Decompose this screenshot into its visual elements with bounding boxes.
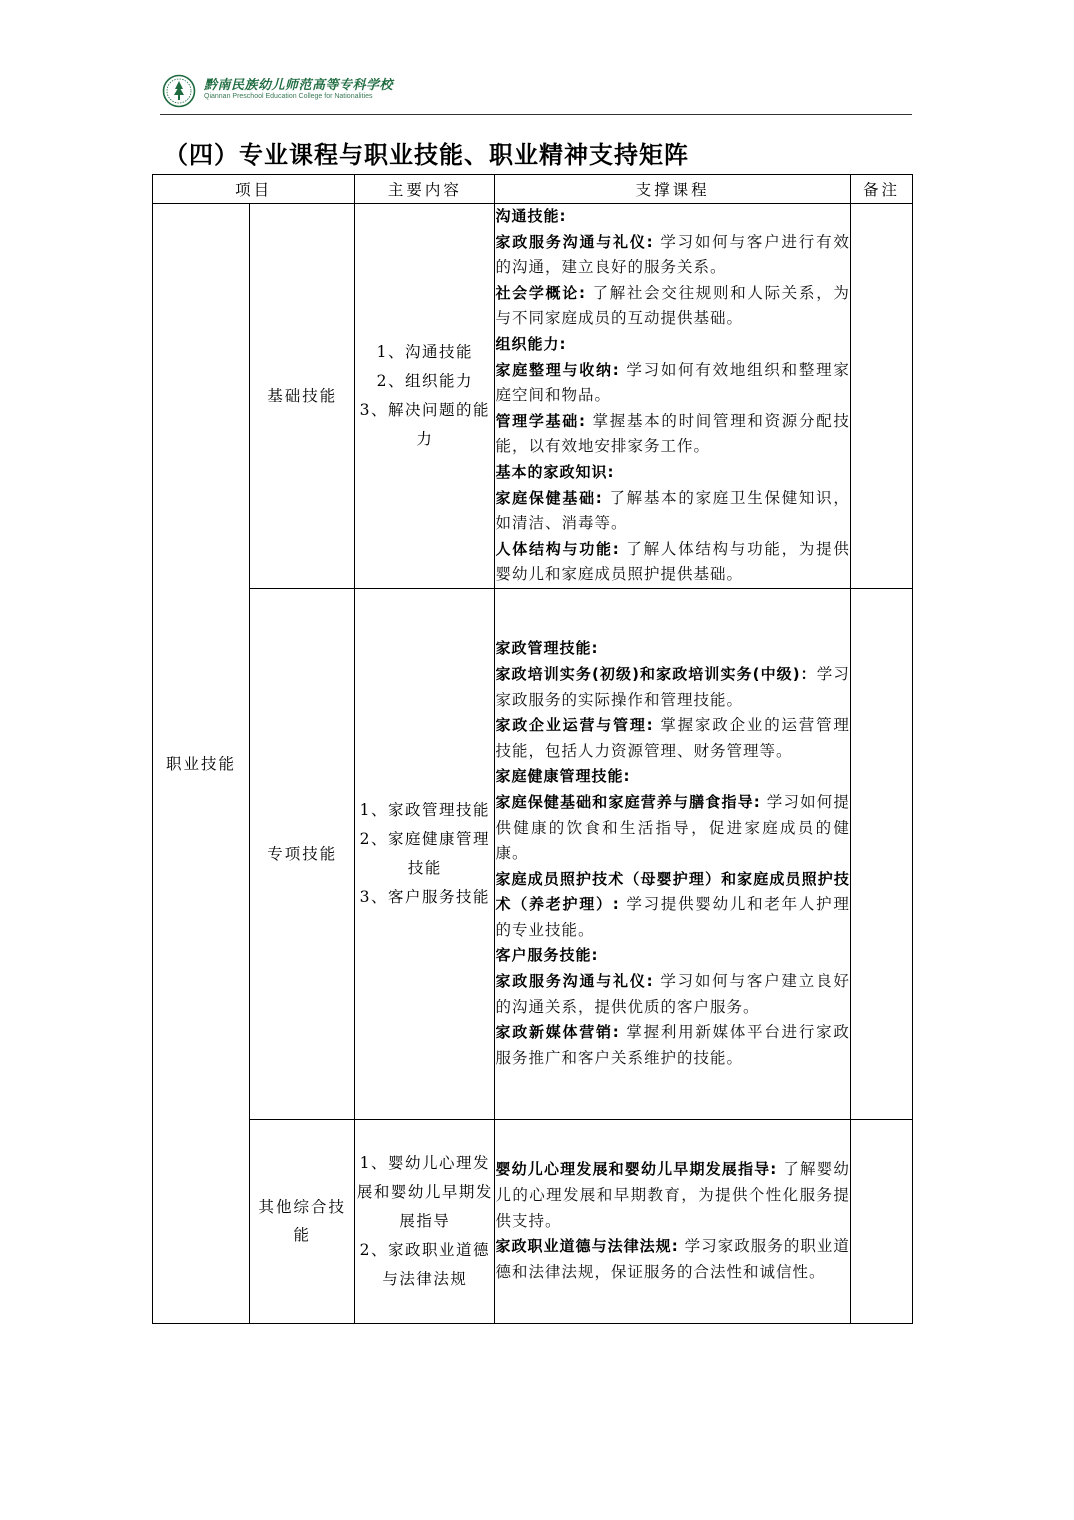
content-item: 2、家庭健康管理技能 xyxy=(359,829,491,877)
course-name: 人体结构与功能: xyxy=(495,539,620,558)
header-content: 主要内容 xyxy=(355,175,495,204)
content-cell xyxy=(355,1119,495,1323)
content-item: 3、客户服务技能 xyxy=(359,887,491,906)
course-desc: 了解社会交往规则和人际关系，为与不同家庭成员的互动提供基础。 xyxy=(495,283,850,328)
course-name: 家政服务沟通与礼仪: xyxy=(495,972,654,991)
course-name: 家庭成员照护技术（母婴护理）和家庭成员照护技术（养老护理）: xyxy=(495,869,850,914)
content-item: 2、组织能力 xyxy=(376,371,474,390)
content-cell xyxy=(355,588,495,1119)
school-name-cn: 黔南民族幼儿师范高等专科学校 xyxy=(204,78,394,93)
course-desc: 学习如何与客户建立良好的沟通关系，提供优质的客户服务。 xyxy=(495,972,850,1016)
content-item: 3、解决问题的能力 xyxy=(359,400,491,448)
course-name: 家政企业运营与管理: xyxy=(495,716,654,735)
content-item: 1、家政管理技能 xyxy=(359,800,491,819)
content-cell xyxy=(355,204,495,589)
course-heading: 沟通技能: xyxy=(495,207,567,225)
school-emblem-icon xyxy=(162,74,196,108)
course-name: 家政新媒体营销: xyxy=(495,1023,620,1042)
header-item: 项目 xyxy=(153,175,355,204)
courses-cell xyxy=(495,1119,850,1323)
school-name-en: Qiannan Preschool Education College for Nationalities xyxy=(204,93,373,100)
section-title: （四）专业课程与职业技能、职业精神支持矩阵 xyxy=(164,141,689,169)
course-desc: 学习如何提供健康的饮食和生活指导，促进家庭成员的健康。 xyxy=(495,792,850,863)
notes-cell xyxy=(850,588,912,1119)
course-name: 家政服务沟通与礼仪: xyxy=(495,232,654,251)
course-name: 社会学概论: xyxy=(495,283,586,302)
table-header-row xyxy=(153,175,913,204)
course-desc: 学习家政服务的实际操作和管理技能。 xyxy=(495,664,850,709)
course-name: 家庭保健基础和家庭营养与膳食指导: xyxy=(495,792,761,811)
content-item: 1、沟通技能 xyxy=(376,342,474,361)
course-desc: 掌握家政企业的运营管理技能，包括人力资源管理、财务管理等。 xyxy=(495,716,850,760)
category-cell: 职业技能 xyxy=(153,204,250,1324)
table-row xyxy=(153,204,913,589)
notes-cell xyxy=(850,1119,912,1323)
header-courses: 支撑课程 xyxy=(495,175,850,204)
course-name: 婴幼儿心理发展和婴幼儿早期发展指导: xyxy=(495,1160,778,1179)
subcategory-cell: 基础技能 xyxy=(250,204,355,589)
subcategory-cell: 专项技能 xyxy=(250,588,355,1119)
courses-cell xyxy=(495,204,850,589)
course-heading: 家庭健康管理技能: xyxy=(495,767,631,786)
course-name: 家政职业道德与法律法规: xyxy=(495,1237,679,1256)
content-item: 2、家政职业道德与法律法规 xyxy=(359,1240,491,1288)
course-heading: 组织能力: xyxy=(495,334,567,353)
subcategory-cell: 其他综合技能 xyxy=(250,1119,355,1323)
table-row xyxy=(153,1119,913,1323)
course-name: 家庭保健基础: xyxy=(495,488,603,507)
page-header xyxy=(160,72,912,115)
course-desc: 了解基本的家庭卫生保健知识，如清洁、消毒等。 xyxy=(495,488,850,533)
courses-cell xyxy=(495,588,850,1119)
header-notes: 备注 xyxy=(850,175,912,204)
course-desc: 学习如何有效地组织和整理家庭空间和物品。 xyxy=(495,360,850,405)
course-desc: 了解人体结构与功能，为提供婴幼儿和家庭成员照护提供基础。 xyxy=(495,539,850,584)
content-item: 1、婴幼儿心理发展和婴幼儿早期发展指导 xyxy=(356,1153,493,1230)
support-matrix-table xyxy=(152,174,913,1324)
course-heading: 基本的家政知识: xyxy=(495,462,615,481)
course-name: 管理学基础: xyxy=(495,411,586,430)
course-desc: 学习提供婴幼儿和老年人护理的专业技能。 xyxy=(495,895,850,939)
course-name: 家庭整理与收纳: xyxy=(495,360,620,379)
course-desc: 掌握利用新媒体平台进行家政服务推广和客户关系维护的技能。 xyxy=(495,1023,850,1067)
course-desc: 掌握基本的时间管理和资源分配技能，以有效地安排家务工作。 xyxy=(495,411,850,456)
course-desc: 学习如何与客户进行有效的沟通，建立良好的服务关系。 xyxy=(495,232,850,277)
notes-cell xyxy=(850,204,912,589)
course-heading: 家政管理技能: xyxy=(495,639,599,658)
course-name: 家政培训实务(初级)和家政培训实务(中级)： xyxy=(495,664,817,683)
course-heading: 客户服务技能: xyxy=(495,946,599,965)
course-desc: 学习家政服务的职业道德和法律法规，保证服务的合法性和诚信性。 xyxy=(495,1237,850,1281)
course-desc: 了解婴幼儿的心理发展和早期教育，为提供个性化服务提供支持。 xyxy=(495,1160,850,1230)
table-row xyxy=(153,588,913,1119)
